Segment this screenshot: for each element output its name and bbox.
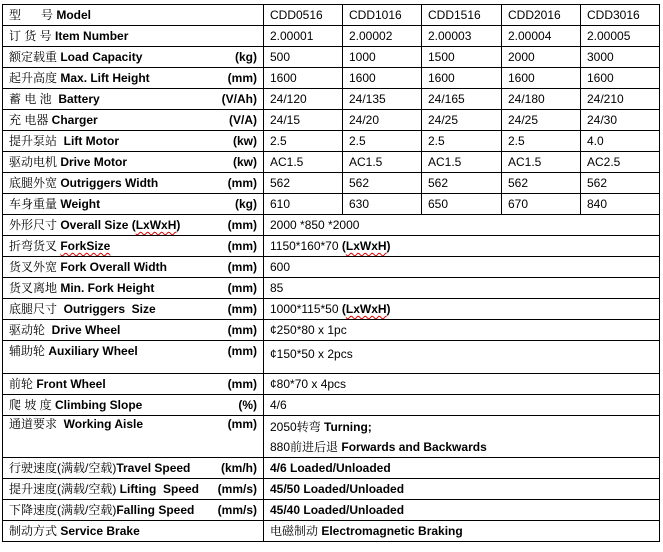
value-cell-weight-CDD2016 [502,194,581,215]
text-run: 额定载重 [9,50,61,64]
value-text: 670 [508,197,529,211]
value-cell-drive-motor-CDD3016 [581,152,660,173]
text-run: Lift Motor [63,134,119,148]
row-label [9,176,158,190]
row-label [9,482,199,496]
value-text: CDD1016 [349,8,402,22]
value-cell-lift-motor-CDD3016 [581,131,660,152]
label-cell-battery [3,89,264,110]
text-run: 外形尺寸 [9,218,61,232]
merged-value-cell-outriggers-size [264,299,660,320]
text-run: 订 货 号 [9,29,56,43]
row-label [9,344,138,358]
unit-label: (mm) [227,71,257,85]
value-cell-lift-motor-CDD2016 [502,131,581,152]
value-cell-max-lift-height-CDD1016 [343,68,422,89]
row-travel-speed [3,458,660,479]
text-run: 提升速度(满载/空载) [9,482,120,496]
text-run: 2000 *850 *2000 [270,218,360,232]
value-text: 4.0 [587,134,604,148]
spellcheck-flagged-text: LxWxH [345,239,387,253]
text-run: ) [386,302,391,316]
row-label [9,461,190,475]
value-text: 2000 [508,50,535,64]
text-run: Max. Lift Height [60,71,150,85]
label-cell-drive-motor [3,152,264,173]
value-text: 24/20 [349,113,380,127]
spellcheck-flagged-text: LxWxH [135,218,177,232]
label-cell-lifting-speed [3,479,264,500]
text-run: Weight [60,197,101,211]
text-run: 4/6 Loaded/Unloaded [270,461,391,475]
text-run: 下降速度(满载/空载) [9,503,117,517]
text-run: 辅助轮 [9,344,49,358]
value-text: 24/180 [508,92,545,106]
unit-label: (mm/s) [217,482,257,496]
label-cell-auxiliary-wheel [3,341,264,374]
text-run: 通道要求 [9,417,64,431]
label-cell-falling-speed [3,500,264,521]
row-label [9,302,156,316]
value-cell-load-capacity-CDD0516 [264,47,343,68]
value-cell-load-capacity-CDD1016 [343,47,422,68]
text-run: 提升泵站 [9,134,64,148]
value-cell-outriggers-width-CDD3016 [581,173,660,194]
label-cell-climbing-slope [3,395,264,416]
value-text: 1600 [270,71,297,85]
text-run: 货叉离地 [9,281,61,295]
value-text: AC1.5 [508,155,542,169]
merged-value-cell-working-aisle [264,416,660,458]
merged-value-cell-lifting-speed [264,479,660,500]
label-cell-working-aisle [3,416,264,458]
text-run: Charger [51,113,98,127]
unit-label: (mm) [227,218,257,232]
row-load-capacity [3,47,660,68]
value-text: 1000 [349,50,376,64]
value-line [270,374,653,394]
row-label [9,92,100,106]
value-line [270,458,653,478]
text-run: 45/40 Loaded/Unloaded [270,503,405,517]
value-text: 24/210 [587,92,624,106]
unit-label: (mm) [227,417,257,431]
text-run: Item Number [55,29,129,43]
row-label [9,218,180,232]
value-line [270,417,653,437]
value-cell-drive-motor-CDD0516 [264,152,343,173]
row-label [9,113,98,127]
text-run: ( [341,302,346,316]
value-cell-item-number-CDD1016 [343,26,422,47]
value-cell-max-lift-height-CDD1516 [422,68,502,89]
row-label [9,377,106,391]
text-run: Forwards and Backwards [341,440,487,454]
value-line [270,320,653,340]
value-cell-model-CDD2016 [502,5,581,26]
value-cell-model-CDD1516 [422,5,502,26]
text-run: 1000*115*50 [270,302,342,316]
value-text: AC1.5 [270,155,304,169]
value-line [270,299,653,319]
value-cell-battery-CDD3016 [581,89,660,110]
spec-table [2,4,660,542]
value-line [270,500,653,520]
unit-label: (kg) [235,197,257,211]
value-text: 630 [349,197,370,211]
row-label [9,155,127,169]
row-label [9,29,128,43]
label-cell-front-wheel [3,374,264,395]
label-cell-model [3,5,264,26]
label-cell-travel-speed [3,458,264,479]
text-run: 制动方式 [9,524,61,538]
value-line [270,521,653,541]
value-cell-outriggers-width-CDD2016 [502,173,581,194]
value-cell-lift-motor-CDD1516 [422,131,502,152]
text-run: 起升高度 [9,71,61,85]
row-weight [3,194,660,215]
unit-label: (mm) [227,323,257,337]
value-cell-charger-CDD0516 [264,110,343,131]
label-cell-fork-size [3,236,264,257]
value-cell-battery-CDD1516 [422,89,502,110]
text-run: Front Wheel [36,377,106,391]
spec-table-body [3,5,660,542]
value-text: 562 [508,176,529,190]
row-min-fork-height [3,278,660,299]
merged-value-cell-falling-speed [264,500,660,521]
value-cell-charger-CDD1016 [343,110,422,131]
text-run: 驱动轮 [9,323,52,337]
value-text: 24/25 [508,113,539,127]
text-run: Auxiliary Wheel [48,344,138,358]
unit-label: (mm) [227,344,257,358]
row-label [9,503,194,517]
value-cell-drive-motor-CDD1016 [343,152,422,173]
label-cell-charger [3,110,264,131]
text-run: 880前进后退 [270,440,342,454]
unit-label: (mm) [227,377,257,391]
text-run: ) [176,218,181,232]
value-cell-load-capacity-CDD1516 [422,47,502,68]
value-line [270,257,653,277]
value-text: 24/135 [349,92,386,106]
text-run: ¢150*50 x 2pcs [270,347,353,361]
value-text: 1600 [428,71,455,85]
text-run: 85 [270,281,284,295]
value-text: 650 [428,197,449,211]
text-run: Min. Fork Height [60,281,155,295]
row-lift-motor [3,131,660,152]
row-auxiliary-wheel [3,341,660,374]
value-cell-load-capacity-CDD2016 [502,47,581,68]
row-label [9,71,150,85]
label-cell-min-fork-height [3,278,264,299]
text-run: Drive Motor [60,155,128,169]
value-text: CDD0516 [270,8,323,22]
value-text: 2.5 [508,134,525,148]
text-run: 电磁制动 [270,524,322,538]
value-cell-charger-CDD2016 [502,110,581,131]
unit-label: (mm) [227,239,257,253]
value-text: CDD1516 [428,8,481,22]
text-run: 折弯货叉 [9,239,61,253]
text-run: 爬 坡 度 [9,398,56,412]
text-run: 前轮 [9,377,37,391]
value-text: 562 [428,176,449,190]
text-run: 充 电器 [9,113,52,127]
value-text: 2.00004 [508,29,552,43]
row-working-aisle [3,416,660,458]
value-text: AC2.5 [587,155,621,169]
unit-label: (mm/s) [217,503,257,517]
value-text: AC1.5 [428,155,462,169]
text-run: Turning; [324,420,372,434]
row-label [9,134,119,148]
text-run: ¢250*80 x 1pc [270,323,347,337]
spellcheck-flagged-text: ForkSize [60,239,111,253]
value-cell-weight-CDD1516 [422,194,502,215]
row-max-lift-height [3,68,660,89]
unit-label: (kg) [235,50,257,64]
value-text: 500 [270,50,291,64]
text-run: 4/6 [270,398,287,412]
value-line [270,344,653,364]
text-run: 蓄 电 池 [9,92,59,106]
text-run: 600 [270,260,291,274]
unit-label: (km/h) [221,461,257,475]
row-drive-wheel [3,320,660,341]
row-outriggers-size [3,299,660,320]
value-line [270,395,653,415]
row-label [9,281,154,295]
text-run: Fork Overall Width [60,260,167,274]
row-fork-overall-width [3,257,660,278]
value-text: 24/25 [428,113,459,127]
text-run: Travel Speed [116,461,191,475]
row-overall-size [3,215,660,236]
unit-label: (mm) [227,281,257,295]
row-battery [3,89,660,110]
merged-value-cell-service-brake [264,521,660,542]
merged-value-cell-front-wheel [264,374,660,395]
value-text: CDD2016 [508,8,561,22]
value-cell-item-number-CDD1516 [422,26,502,47]
text-run: Lifting Speed [119,482,200,496]
value-text: 2.5 [428,134,445,148]
value-cell-outriggers-width-CDD1016 [343,173,422,194]
text-run: 驱动电机 [9,155,61,169]
value-cell-outriggers-width-CDD0516 [264,173,343,194]
text-run: ¢80*70 x 4pcs [270,377,347,391]
value-cell-item-number-CDD0516 [264,26,343,47]
merged-value-cell-fork-overall-width [264,257,660,278]
value-cell-weight-CDD0516 [264,194,343,215]
value-text: 1600 [587,71,614,85]
label-cell-load-capacity [3,47,264,68]
value-text: 2.00005 [587,29,631,43]
label-cell-outriggers-size [3,299,264,320]
row-label [9,260,167,274]
value-line [270,215,653,235]
value-text: 24/165 [428,92,465,106]
text-run: 1150*160*70 [270,239,342,253]
text-run: Load Capacity [60,50,143,64]
row-item-number [3,26,660,47]
value-cell-model-CDD3016 [581,5,660,26]
text-run: 45/50 Loaded/Unloaded [270,482,405,496]
value-text: 562 [587,176,608,190]
text-run: 行驶速度(满载/空载) [9,461,117,475]
row-label [9,197,100,211]
unit-label: (kw) [233,155,257,169]
value-text: 562 [349,176,370,190]
unit-label: (V/Ah) [221,92,257,106]
value-cell-drive-motor-CDD2016 [502,152,581,173]
row-label [9,323,120,337]
value-cell-load-capacity-CDD3016 [581,47,660,68]
text-run: 底腿外宽 [9,176,61,190]
unit-label: (V/A) [229,113,257,127]
value-cell-weight-CDD3016 [581,194,660,215]
unit-label: (%) [238,398,257,412]
label-cell-drive-wheel [3,320,264,341]
value-cell-model-CDD0516 [264,5,343,26]
merged-value-cell-auxiliary-wheel [264,341,660,374]
label-cell-item-number [3,26,264,47]
text-run: Battery [58,92,100,106]
text-run: Climbing Slope [55,398,143,412]
row-climbing-slope [3,395,660,416]
value-cell-max-lift-height-CDD2016 [502,68,581,89]
value-cell-battery-CDD1016 [343,89,422,110]
merged-value-cell-overall-size [264,215,660,236]
text-run: Outriggers Size [63,302,156,316]
row-charger [3,110,660,131]
label-cell-weight [3,194,264,215]
text-run: 型 号 [9,8,57,22]
value-cell-weight-CDD1016 [343,194,422,215]
merged-value-cell-min-fork-height [264,278,660,299]
unit-label: (mm) [227,176,257,190]
merged-value-cell-fork-size [264,236,660,257]
value-cell-outriggers-width-CDD1516 [422,173,502,194]
value-cell-drive-motor-CDD1516 [422,152,502,173]
value-text: 2.00001 [270,29,314,43]
value-cell-item-number-CDD3016 [581,26,660,47]
value-text: 840 [587,197,608,211]
text-run: Service Brake [60,524,140,538]
row-label [9,239,110,253]
text-run: Outriggers Width [60,176,159,190]
row-lifting-speed [3,479,660,500]
value-line [270,278,653,298]
value-cell-lift-motor-CDD0516 [264,131,343,152]
row-label [9,8,91,22]
value-text: 1600 [508,71,535,85]
label-cell-max-lift-height [3,68,264,89]
value-text: 2.00003 [428,29,472,43]
value-cell-model-CDD1016 [343,5,422,26]
value-cell-charger-CDD1516 [422,110,502,131]
label-cell-overall-size [3,215,264,236]
label-cell-fork-overall-width [3,257,264,278]
value-text: 24/15 [270,113,301,127]
value-cell-max-lift-height-CDD3016 [581,68,660,89]
row-falling-speed [3,500,660,521]
value-text: 2.00002 [349,29,393,43]
text-run: ) [386,239,391,253]
row-label [9,50,142,64]
row-model [3,5,660,26]
row-fork-size [3,236,660,257]
value-cell-lift-motor-CDD1016 [343,131,422,152]
text-run: 2050转弯 [270,420,325,434]
unit-label: (mm) [227,260,257,274]
value-text: 2.5 [270,134,287,148]
value-text: 1500 [428,50,455,64]
text-run: Overall Size ( [60,218,136,232]
value-text: AC1.5 [349,155,383,169]
value-text: 1600 [349,71,376,85]
label-cell-outriggers-width [3,173,264,194]
unit-label: (kw) [233,134,257,148]
text-run: Electromagnetic Braking [321,524,463,538]
row-outriggers-width [3,173,660,194]
value-text: 24/30 [587,113,618,127]
row-label [9,398,142,412]
label-cell-service-brake [3,521,264,542]
text-run: Drive Wheel [51,323,121,337]
value-cell-item-number-CDD2016 [502,26,581,47]
row-service-brake [3,521,660,542]
text-run: Working Aisle [63,417,144,431]
text-run: ( [341,239,346,253]
text-run: Falling Speed [116,503,195,517]
unit-label: (mm) [227,302,257,316]
value-text: 3000 [587,50,614,64]
value-cell-max-lift-height-CDD0516 [264,68,343,89]
text-run: 车身重量 [9,197,61,211]
value-cell-charger-CDD3016 [581,110,660,131]
value-text: 24/120 [270,92,307,106]
value-text: CDD3016 [587,8,640,22]
row-front-wheel [3,374,660,395]
spellcheck-flagged-text: LxWxH [345,302,387,316]
label-cell-lift-motor [3,131,264,152]
value-text: 562 [270,176,291,190]
value-line [270,437,653,457]
row-label [9,417,143,431]
value-text: 2.5 [349,134,366,148]
merged-value-cell-travel-speed [264,458,660,479]
value-cell-battery-CDD2016 [502,89,581,110]
text-run: 底腿尺寸 [9,302,64,316]
value-cell-battery-CDD0516 [264,89,343,110]
row-drive-motor [3,152,660,173]
text-run: 货叉外宽 [9,260,61,274]
text-run: Model [56,8,92,22]
merged-value-cell-climbing-slope [264,395,660,416]
value-line [270,236,653,256]
value-line [270,479,653,499]
value-text: 610 [270,197,291,211]
row-label [9,524,140,538]
merged-value-cell-drive-wheel [264,320,660,341]
